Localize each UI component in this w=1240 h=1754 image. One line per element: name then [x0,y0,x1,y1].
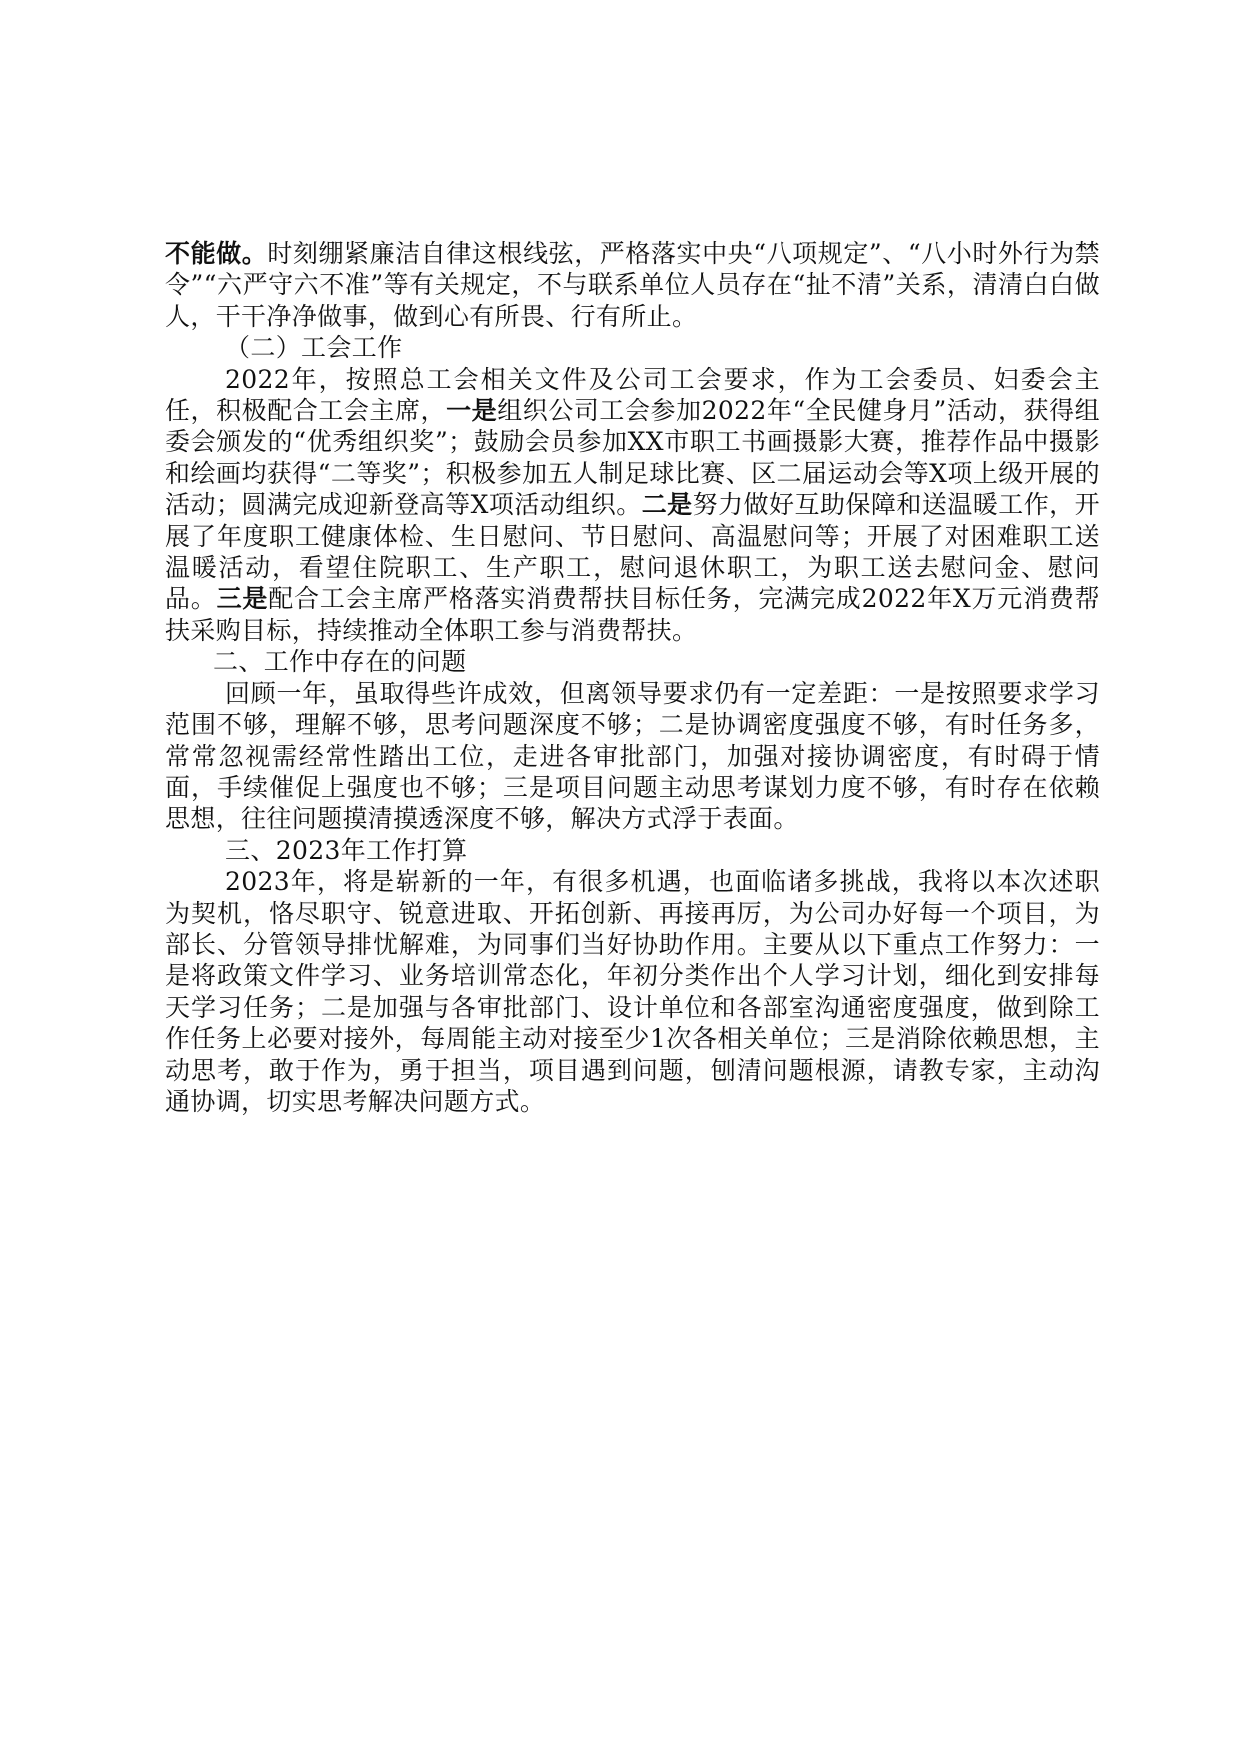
paragraph-text: 配合工会主席严格落实消费帮扶目标任务，完满完成2022年X万元消费帮扶采购目标，持续推动全体职工参与消费帮扶。 [165,584,1101,645]
paragraph-text: 组织公司工会参加2022年“全民健身月”活动，获得组委会颁发的“优秀组织奖”；鼓励会员参加XX市职工书画摄影大赛，推荐作品中摄影和绘画均获得“二等奖”；积极参加五人制足球比赛、区二届运动会等X项上级开展的活动；圆满完成迎新登高等X项活动组织。 [165,396,1100,520]
document-body [165,238,1100,1117]
bold-lead: 不能做。 [165,239,268,268]
paragraph-text: 努力做好互助保障和送温暖工作，开展了年度职工健康体检、生日慰问、节日慰问、高温慰问等；开展了对困难职工送温暖活动，看望住院职工、生产职工，慰问退休职工，为职工送去慰问金、慰问品。 [165,490,1100,614]
paragraph-text: 2022年，按照总工会相关文件及公司工会要求，作为工会委员、妇委会主任，积极配合工会主席， [165,364,1100,426]
paragraph-integrity [165,238,1100,332]
paragraph-union-work [165,364,1100,647]
section-heading-union-work: （二）工会工作 [225,333,403,363]
paragraph-text: 时刻绷紧廉洁自律这根线弦，严格落实中央“八项规定”、“八小时外行为禁令”“六严守六不准”等有关规定，不与联系单位人员存在“扯不清”关系，清清白白做人，干干净净做事，做到心有所畏、行有所止。 [165,239,1100,331]
section-heading-plan: 三、2023年工作打算 [225,835,468,865]
section-heading-problems: 二、工作中存在的问题 [213,647,467,677]
paragraph-problems: 回顾一年，虽取得些许成效，但离领导要求仍有一定差距：一是按照要求学习范围不够，理解不够，思考问题深度不够；二是协调密度强度不够，有时任务多，常常忽视需经常性踏出工位，走进各审批部门，加强对接协调密度，有时碍于情面，手续催促上强度也不够；三是项目问题主动思考谋划力度不够，有时存在依赖思想，往往问题摸清摸透深度不够，解决方式浮于表面。 [165,678,1100,834]
bold-marker: 三是 [216,584,269,614]
bold-marker: 二是 [641,490,693,520]
bold-marker: 一是 [446,396,498,426]
paragraph-plan: 2023年，将是崭新的一年，有很多机遇，也面临诸多挑战，我将以本次述职为契机，恪尽职守、锐意进取、开拓创新、再接再厉，为公司办好每一个项目，为部长、分管领导排忧解难，为同事们当好协助作用。主要从以下重点工作努力：一是将政策文件学习、业务培训常态化，年初分类作出个人学习计划，细化到安排每天学习任务；二是加强与各审批部门、设计单位和各部室沟通密度强度，做到除工作任务上必要对接外，每周能主动对接至少1次各相关单位；三是消除依赖思想，主动思考，敢于作为，勇于担当，项目遇到问题，刨清问题根源，请教专家，主动沟通协调，切实思考解决问题方式。 [165,867,1100,1116]
